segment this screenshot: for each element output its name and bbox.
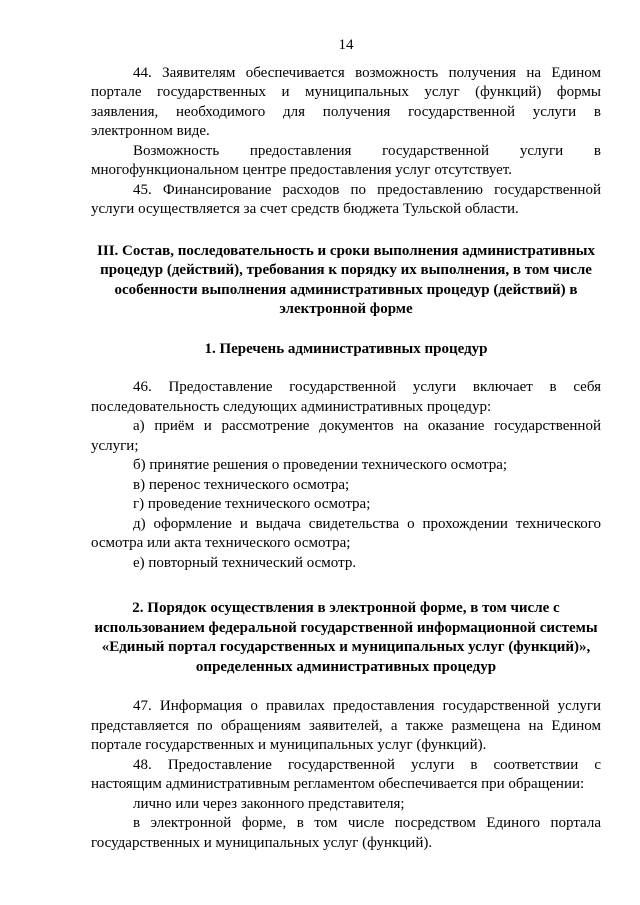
- subsection-2-heading: 2. Порядок осуществления в электронной форме, в том числе с использованием федеральной государственной информационной системы «Единый портал государственных и муниципальных услуг (функций)», определенных административных процедур: [94, 600, 598, 675]
- method-item: в электронной форме, в том числе посредством Единого портала государственных и муниципальных услуг (функций).: [91, 815, 601, 851]
- method-list: [91, 795, 601, 854]
- paragraph-46: 46. Предоставление государственной услуги включает в себя последовательность следующих административных процедур:: [91, 379, 601, 415]
- paragraph-48: 48. Предоставление государственной услуги в соответствии с настоящим административным регламентом обеспечивается при обращении:: [91, 756, 601, 792]
- procedure-item: е) повторный технический осмотр.: [133, 554, 357, 571]
- procedure-list: [91, 417, 601, 573]
- section-heading: III. Состав, последовательность и сроки выполнения административных процедур (действий), требования к порядку их выполнения, в том числе особенности выполнения административных процедур (действий) в электронной форме: [97, 242, 595, 317]
- paragraph-44: 44. Заявителям обеспечивается возможность получения на Едином портале государственных и муниципальных услуг (функций) формы заявления, необходимого для получения государственной услуги в электронном виде.: [91, 64, 601, 139]
- document-page: [91, 36, 601, 853]
- page-number: 14: [338, 37, 354, 53]
- procedure-item: д) оформление и выдача свидетельства о прохождении технического осмотра или акта технического осмотра;: [91, 515, 601, 551]
- procedure-item: в) перенос технического осмотра;: [133, 476, 350, 493]
- paragraph-47: 47. Информация о правилах предоставления государственной услуги представляется по обращениям заявителей, а также размещена на Едином портале государственных и муниципальных услуг (функций).: [91, 698, 601, 753]
- method-item: лично или через законного представителя;: [133, 795, 405, 812]
- paragraph-mfc: Возможность предоставления государственной услуги в многофункциональном центре предоставления услуг отсутствует.: [91, 142, 601, 178]
- procedure-item: а) приём и рассмотрение документов на оказание государственной услуги;: [91, 418, 601, 454]
- paragraph-45: 45. Финансирование расходов по предоставлению государственной услуги осуществляется за счет средств бюджета Тульской области.: [91, 181, 601, 217]
- procedure-item: б) принятие решения о проведении технического осмотра;: [133, 457, 508, 473]
- procedure-item: г) проведение технического осмотра;: [133, 496, 371, 512]
- subsection-1-heading: 1. Перечень административных процедур: [204, 340, 488, 357]
